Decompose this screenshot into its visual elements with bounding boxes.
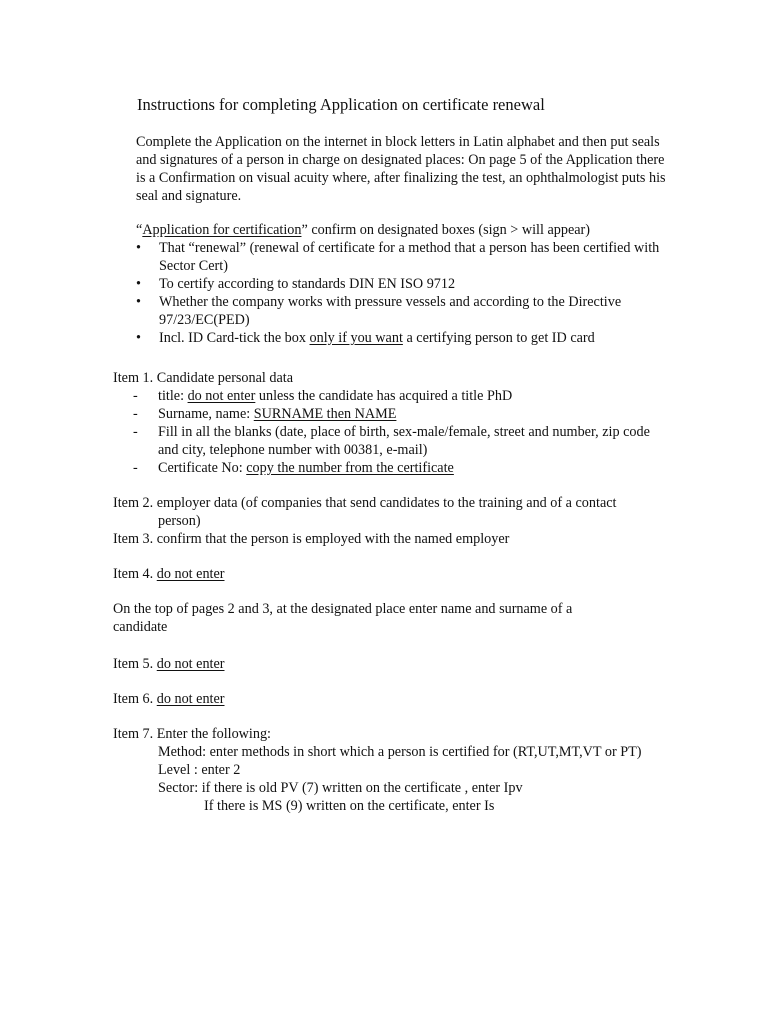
item7-sector-ms: If there is MS (9) written on the certificate, enter Is [204, 798, 495, 814]
item7-level: Level : enter 2 [158, 762, 241, 778]
certification-heading-rest: ” confirm on designated boxes (sign > will appear) [301, 222, 590, 238]
item2-section [113, 494, 713, 530]
bullet-icon: • [136, 330, 141, 346]
item5-prefix: Item 5. [113, 656, 157, 672]
dash-mark: - [133, 388, 138, 404]
item7-section [113, 725, 693, 815]
item6-underlined: do not enter [156, 691, 225, 707]
item4-section [113, 565, 693, 583]
dash-mark: - [133, 406, 138, 422]
pages-note-section [113, 600, 623, 636]
bullet-icon: • [136, 240, 141, 256]
item6-text [113, 690, 693, 708]
dash-text-underlined: SURNAME then NAME [253, 406, 397, 422]
pages-note-text: On the top of pages 2 and 3, at the designated place enter name and surname of a candidate [113, 601, 573, 635]
bullet-text: Whether the company works with pressure vessels and according to the Directive 97/23/EC(PED) [159, 294, 622, 328]
bullet-icon: • [136, 276, 141, 292]
dash-text-suffix: unless the candidate has acquired a title PhD [255, 388, 513, 404]
item3-section [113, 530, 693, 548]
intro-text: Complete the Application on the internet in block letters in Latin alphabet and then put seals and signatures of a person in charge on designated places: On page 5 of the Application there is a Confirmation on visual acuity where, after finalizing the test, an ophthalmologist puts his seal and signature. [136, 134, 666, 204]
dash-item [113, 387, 693, 405]
item5-section [113, 655, 693, 673]
dash-mark: - [133, 424, 138, 440]
bullet-item [136, 293, 676, 329]
item4-prefix: Item 4. [113, 566, 157, 582]
bullet-text-underlined: only if you want [309, 330, 403, 346]
dash-text-prefix: title: [158, 388, 188, 404]
item5-text [113, 655, 693, 673]
open-quote: “ [136, 222, 143, 238]
item6-section [113, 690, 693, 708]
item1-heading: Item 1. Candidate personal data [113, 370, 294, 386]
item7-method: Method: enter methods in short which a person is certified for (RT,UT,MT,VT or PT) [158, 744, 642, 760]
dash-text-prefix: Surname, name: [158, 406, 254, 422]
bullet-text-suffix: a certifying person to get ID card [402, 330, 595, 346]
bullet-item [136, 329, 676, 347]
dash-mark: - [133, 460, 138, 476]
item2-line2: person) [158, 513, 201, 529]
dash-item [113, 423, 693, 459]
item1-section [113, 369, 693, 477]
item1-dash-list [113, 387, 693, 477]
bullet-icon: • [136, 294, 141, 310]
dash-item [113, 459, 693, 477]
certification-heading-underlined: Application for certification [142, 222, 302, 238]
item5-underlined: do not enter [156, 656, 225, 672]
certification-heading [136, 221, 590, 239]
dash-text-underlined: do not enter [187, 388, 256, 404]
intro-paragraph [136, 133, 676, 205]
item3-text: Item 3. confirm that the person is employed with the named employer [113, 531, 510, 547]
dash-text: Fill in all the blanks (date, place of birth, sex-male/female, street and number, zip code and city, telephone number with 00381, e-mail) [158, 424, 650, 458]
item7-sector: Sector: if there is old PV (7) written on the certificate , enter Ipv [158, 780, 523, 796]
bullet-text-prefix: Incl. ID Card-tick the box [159, 330, 310, 346]
bullet-item [136, 275, 676, 293]
item6-prefix: Item 6. [113, 691, 157, 707]
certification-bullet-list [136, 239, 676, 347]
page-title: Instructions for completing Application on certificate renewal [137, 95, 545, 114]
bullet-item [136, 239, 676, 275]
item7-heading: Item 7. Enter the following: [113, 726, 271, 742]
dash-item [113, 405, 693, 423]
item4-underlined: do not enter [156, 566, 225, 582]
bullet-text: To certify according to standards DIN EN ISO 9712 [159, 276, 456, 292]
item4-text [113, 565, 693, 583]
bullet-text: That “renewal” (renewal of certificate for a method that a person has been certified with Sector Cert) [159, 240, 660, 274]
dash-text-underlined: copy the number from the certificate [246, 460, 454, 476]
dash-text-prefix: Certificate No: [158, 460, 247, 476]
item2-line1: Item 2. employer data (of companies that send candidates to the training and of a contact [113, 495, 617, 511]
